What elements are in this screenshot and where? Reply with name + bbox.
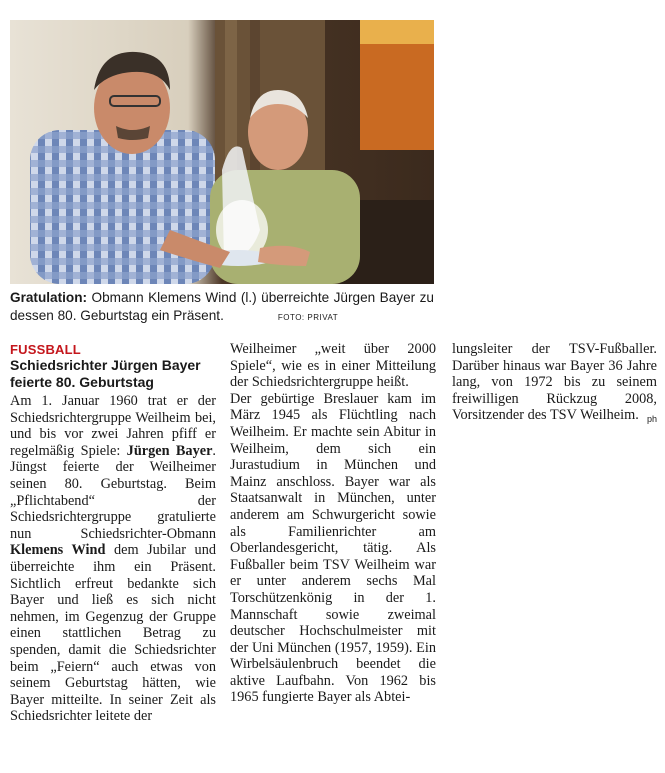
photo-caption bbox=[10, 289, 434, 327]
body-text: . Jüngst feierte der Weilheimer seinen 80. Geburtstag. Beim „Pflichtabend“ der Schiedsrichtergruppe gratulierte nun Schiedsrichter-Obmann bbox=[10, 442, 216, 542]
caption-label: Gratulation: bbox=[10, 290, 88, 305]
person-name: Klemens Wind bbox=[10, 542, 106, 559]
article-column-2 bbox=[230, 341, 436, 706]
paragraph: lungsleiter der TSV-Fußballer. Darüber hinaus war Bayer 36 Jahre lang, von 1972 bis zu seinem freiwilligen Rückzug 2008, Vorsitzender des TSV Weilheim. bbox=[452, 341, 657, 424]
body-text: Am 1. Januar 1960 trat er der Schiedsrichtergruppe Weilheim bei, und bis vor zwei Jahren pfiff er regelmäßig Spiele: bbox=[10, 393, 216, 459]
paragraph: Weilheimer „weit über 2000 Spiele“, wie es in einer Mitteilung der Schiedsrichtergruppe heißt. bbox=[230, 341, 436, 391]
article-column-3 bbox=[452, 341, 657, 428]
paragraph: Der gebürtige Breslauer kam im März 1945 als Flüchtling nach Weilheim. Er machte sein Abitur in Weilheim, dem sich ein Jurastudium in München und Mainz anschloss. Bayer war als Staatsanwalt in München, unter anderem am Schwurgericht sowie als Familienrichter am Oberlandesgericht, tätig. Als Fußballer beim TSV Weilheim war er unter anderem sechs Mal Torschützenkönig in der 1. Mannschaft sowie zweimal deutscher Hochschulmeister mit der Uni München (1957, 1959). Ein Wirbelsäulenbruch beendet die aktive Laufbahn. Von 1962 bis 1965 fungierte Bayer als Abtei- bbox=[230, 390, 436, 706]
photo-presentation-icon bbox=[10, 20, 434, 284]
article-column-1 bbox=[10, 393, 216, 725]
person-name: Jürgen Bayer bbox=[126, 442, 213, 459]
caption-text: Obmann Klemens Wind (l.) überreichte Jürgen Bayer zu dessen 80. Geburtstag ein Präsent. bbox=[10, 290, 434, 323]
section-kicker: FUSSBALL bbox=[10, 342, 81, 357]
article-headline: Schiedsrichter Jürgen Bayer feierte 80. Geburtstag bbox=[10, 357, 201, 390]
photo-credit: FOTO: PRIVAT bbox=[277, 313, 339, 322]
author-signature: ph bbox=[646, 414, 657, 425]
article-photo bbox=[10, 20, 434, 284]
body-text: dem Jubilar und überreichte ihm ein Präsent. Sichtlich erfreut bedankte sich Bayer und ließ es sich nicht nehmen, im Gegenzug der Gruppe einen stattlichen Betrag zu spenden, damit die Schiedsrichter beim „Feiern“ auch etwas von seinem Geburtstag hätten, wie Bayer mitteilte. In seiner Zeit als Schiedsrichter leitete der bbox=[10, 542, 216, 725]
